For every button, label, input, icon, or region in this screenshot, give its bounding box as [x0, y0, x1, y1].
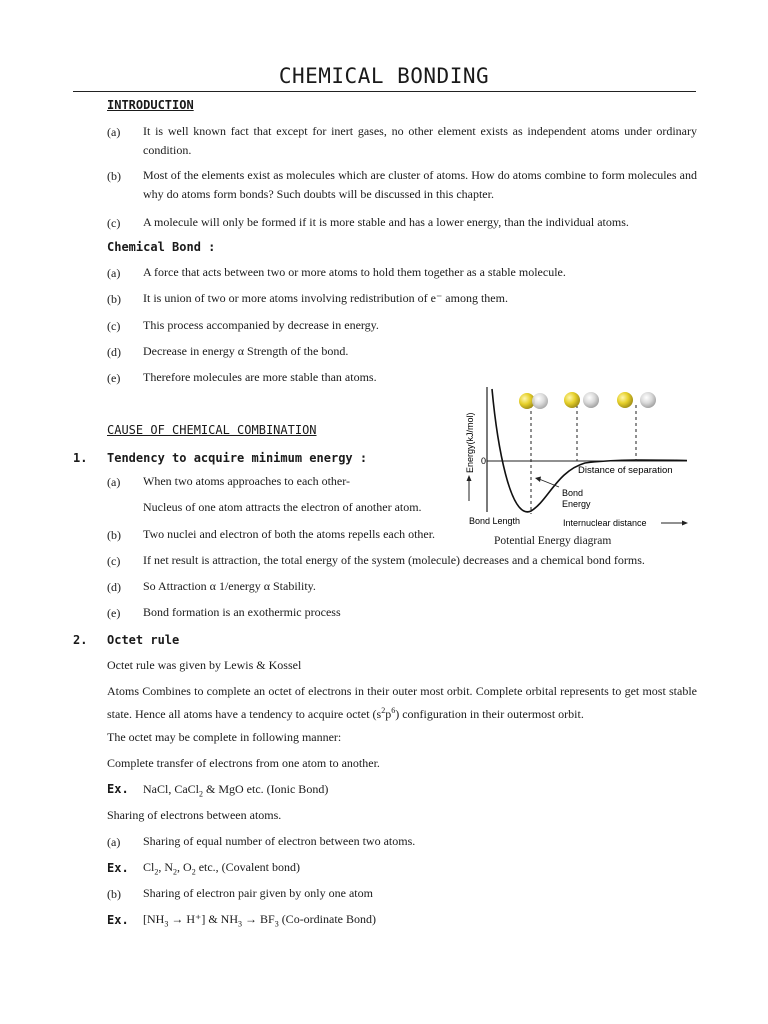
- octet-p2-part-a: Atoms Combines to complete an octet of electrons in their outer most orbit. Complete orbital represents to get most stable state. Hence all atoms have a tendency to acquire octet (s: [107, 684, 697, 721]
- example-3-part-c: → BF: [242, 912, 275, 926]
- bond-length-label: Bond Length: [469, 516, 521, 526]
- atom-pair-close-right: [532, 393, 548, 409]
- sharing-b-label: (b): [107, 887, 121, 901]
- example-2-part-c: , O: [177, 860, 192, 874]
- octet-p2-part-b: p: [385, 707, 392, 721]
- point2-number: 2.: [73, 633, 88, 647]
- point1-d-text: So Attraction α 1/energy α Stability.: [143, 579, 316, 593]
- bond-a-text: A force that acts between two or more atoms to hold them together as a stable molecule.: [143, 265, 566, 279]
- introduction-heading: INTRODUCTION: [107, 98, 194, 112]
- example-2-sub-2: 2: [173, 867, 178, 877]
- example-2-part-a: Cl: [143, 860, 155, 874]
- point1-b-text: Two nuclei and electron of both the atoms repells each other.: [143, 527, 436, 541]
- diagram-caption: Potential Energy diagram: [494, 535, 612, 547]
- intro-c-text: A molecule will only be formed if it is more stable and has a lower energy, than the individual atoms.: [143, 215, 629, 229]
- y-axis-label: Energy(kJ/mol): [465, 412, 475, 473]
- bond-c-label: (c): [107, 319, 121, 333]
- bond-c-text: This process accompanied by decrease in energy.: [143, 318, 379, 332]
- example-3-part-b: → H⁺] & NH: [168, 912, 238, 926]
- point1-c-label: (c): [107, 554, 121, 568]
- bond-b-label: (b): [107, 292, 121, 306]
- intro-a-label: (a): [107, 125, 121, 139]
- example-2-part-d: etc., (Covalent bond): [195, 860, 300, 874]
- point1-e-text: Bond formation is an exothermic process: [143, 605, 341, 619]
- example-1-part-a: NaCl, CaCl: [143, 782, 199, 796]
- x-axis-arrowhead: [682, 521, 688, 526]
- example-3-part-d: (Co-ordinate Bond): [278, 912, 376, 926]
- bond-energy-pointer-head: [535, 477, 541, 483]
- octet-p4: Complete transfer of electrons from one atom to another.: [107, 756, 380, 770]
- y-axis-arrowhead: [467, 475, 472, 481]
- point1-d-label: (d): [107, 580, 121, 594]
- octet-p5: Sharing of electrons between atoms.: [107, 808, 282, 822]
- bond-energy-label-line1: Bond: [562, 488, 584, 498]
- zero-label: 0: [481, 456, 487, 466]
- example-2-label: Ex.: [107, 861, 129, 875]
- atom-pair-mid-right: [583, 392, 599, 408]
- example-3-part-a: [NH: [143, 912, 165, 926]
- octet-p2-part-c: ) configuration in their outermost orbit.: [395, 707, 584, 721]
- example-1-label: Ex.: [107, 782, 129, 796]
- point1-a-text: When two atoms approaches to each other-: [143, 474, 351, 488]
- octet-p2-sup-2: 6: [391, 706, 396, 715]
- bond-d-text: Decrease in energy α Strength of the bond.: [143, 344, 349, 358]
- point1-a-detail: Nucleus of one atom attracts the electron of another atom.: [143, 500, 422, 514]
- octet-p3: The octet may be complete in following manner:: [107, 730, 342, 744]
- atom-pair-far-left: [617, 392, 633, 408]
- x-axis-label: Internuclear distance: [563, 518, 647, 528]
- bond-e-text: Therefore molecules are more stable than atoms.: [143, 370, 377, 384]
- example-2-text: [143, 858, 697, 881]
- octet-p2-sup-1: 2: [381, 706, 386, 715]
- intro-b-text: Most of the elements exist as molecules which are cluster of atoms. How do atoms combine to form molecules and why do atoms form bonds? Such doubts will be discussed in this chapter.: [143, 168, 697, 201]
- example-1-sub-1: 2: [199, 789, 203, 799]
- example-1-text: [143, 780, 697, 803]
- example-3-sub-2: 3: [238, 919, 242, 929]
- example-3-text: [143, 910, 697, 933]
- point1-number: 1.: [73, 451, 88, 465]
- point1-heading: Tendency to acquire minimum energy :: [107, 451, 368, 465]
- chemical-bond-heading: Chemical Bond :: [107, 240, 216, 254]
- bond-a-label: (a): [107, 266, 121, 280]
- example-3-sub-1: 3: [164, 919, 169, 929]
- separation-label: Distance of separation: [578, 465, 673, 476]
- example-1-part-b: & MgO etc. (Ionic Bond): [203, 782, 329, 796]
- bond-d-label: (d): [107, 345, 121, 359]
- octet-p2: [107, 682, 697, 724]
- example-2-part-b: , N: [158, 860, 174, 874]
- cause-heading: CAUSE OF CHEMICAL COMBINATION: [107, 423, 317, 437]
- example-3-sub-3: 3: [274, 919, 279, 929]
- example-3-label: Ex.: [107, 913, 129, 927]
- intro-a-text: It is well known fact that except for inert gases, no other element exists as independent atoms under ordinary condition.: [143, 124, 697, 157]
- bond-e-label: (e): [107, 371, 121, 385]
- example-2-sub-3: 2: [191, 867, 196, 877]
- sharing-a-label: (a): [107, 835, 121, 849]
- page-title: CHEMICAL BONDING: [278, 64, 490, 88]
- intro-c-label: (c): [107, 216, 121, 230]
- potential-energy-diagram: [455, 383, 695, 553]
- point1-e-label: (e): [107, 606, 121, 620]
- octet-p1: Octet rule was given by Lewis & Kossel: [107, 658, 302, 672]
- intro-b-label: (b): [107, 169, 121, 183]
- point1-b-label: (b): [107, 528, 121, 542]
- point1-a-label: (a): [107, 475, 121, 489]
- sharing-b-text: Sharing of electron pair given by only one atom: [143, 886, 373, 900]
- title-rule: [73, 91, 696, 92]
- example-2-sub-1: 2: [154, 867, 159, 877]
- atom-pair-far-right: [640, 392, 656, 408]
- point2-heading: Octet rule: [107, 633, 180, 647]
- atom-pair-mid-left: [564, 392, 580, 408]
- point1-c-text: If net result is attraction, the total energy of the system (molecule) decreases and a chemical bond forms.: [143, 553, 645, 567]
- bond-b-text: It is union of two or more atoms involving redistribution of e⁻ among them.: [143, 291, 508, 305]
- sharing-a-text: Sharing of equal number of electron between two atoms.: [143, 834, 416, 848]
- bond-energy-label-line2: Energy: [562, 499, 591, 509]
